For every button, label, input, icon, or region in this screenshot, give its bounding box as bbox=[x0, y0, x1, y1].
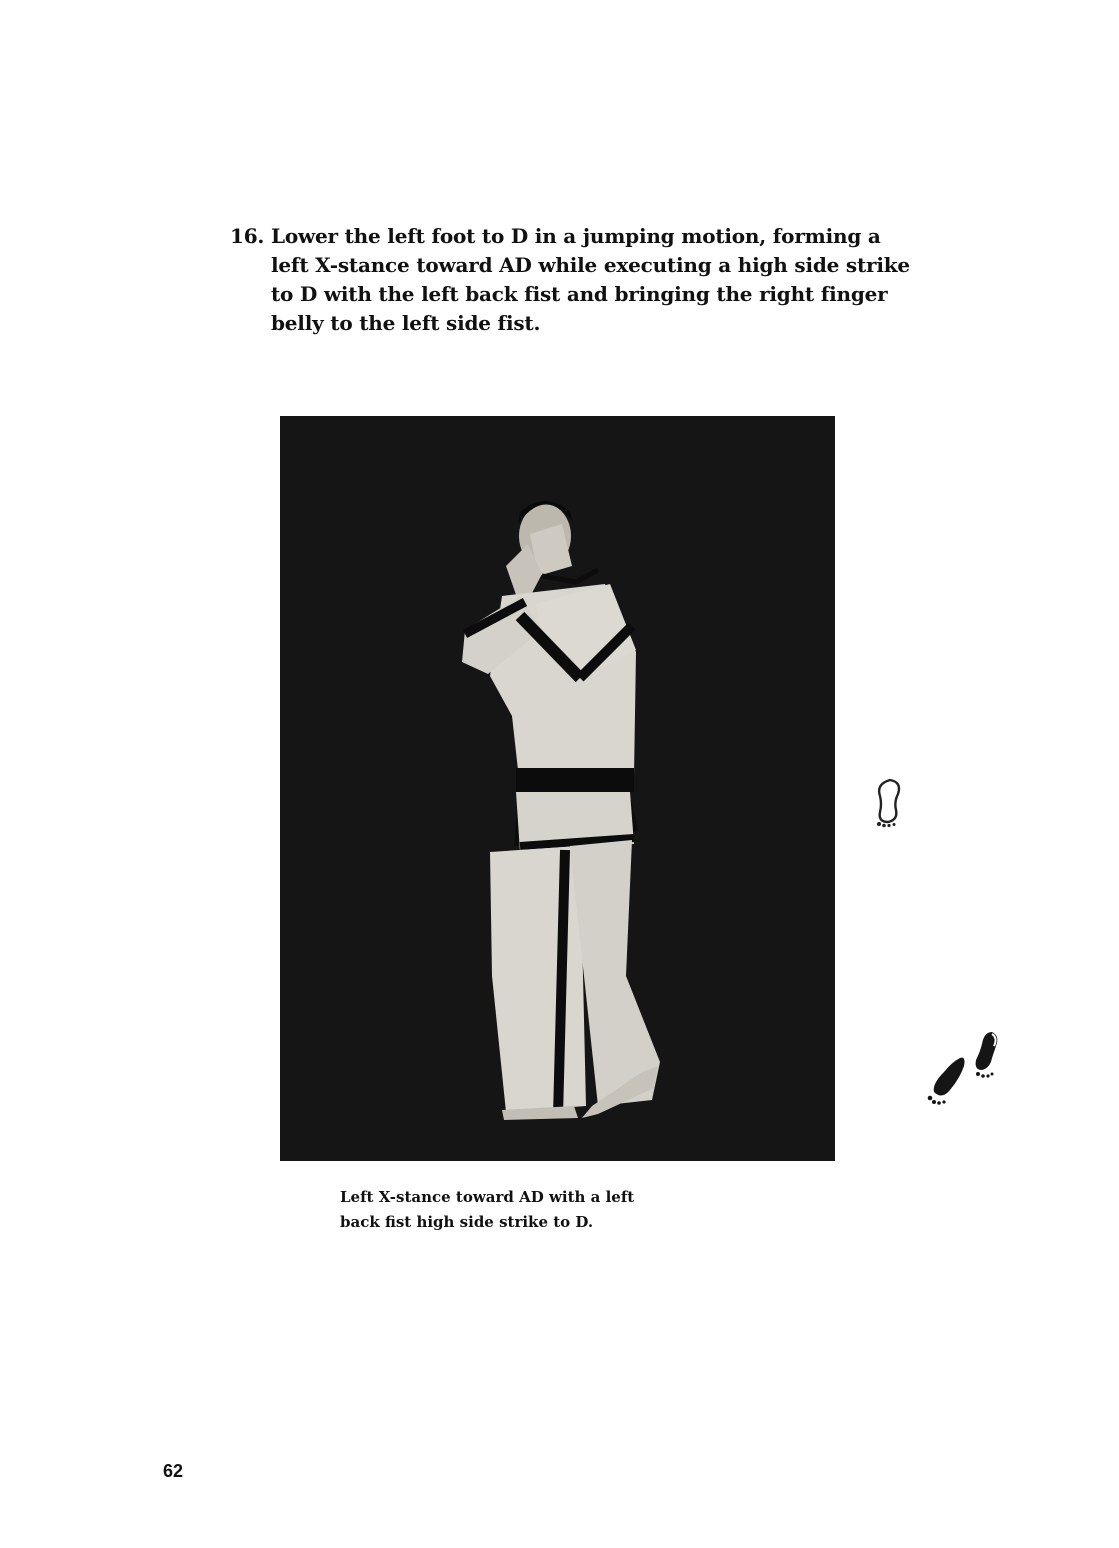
step-text-segment: Lower the left foot to bbox=[271, 224, 511, 248]
instruction-step bbox=[230, 222, 920, 338]
step-text-segment: AD bbox=[499, 253, 532, 277]
step-text-segment: X bbox=[315, 253, 330, 277]
step-text-segment: -stance toward bbox=[329, 253, 500, 277]
x-stance-photo bbox=[280, 416, 835, 1161]
step-text bbox=[271, 222, 920, 338]
caption-line: Left X-stance toward AD with a left bbox=[340, 1188, 635, 1206]
photo-caption bbox=[340, 1185, 740, 1235]
step-text-segment: in a jumping motion, forming a left bbox=[271, 224, 881, 277]
martial-artist-figure bbox=[280, 416, 835, 1161]
footprints-x-stance-icon bbox=[920, 1028, 1010, 1112]
step-text-segment: D bbox=[510, 224, 529, 248]
step-text-segment: D bbox=[299, 282, 318, 306]
step-text-segment: with the left back fist and bringing the right finger belly to the left side fist. bbox=[271, 282, 888, 335]
caption-line: back fist high side strike to D. bbox=[340, 1213, 594, 1231]
step-number: 16. bbox=[230, 224, 265, 248]
footprint-outline-icon bbox=[868, 776, 908, 832]
page-number: 62 bbox=[163, 1461, 184, 1481]
step-text-segment: while executing a high side strike to bbox=[271, 253, 910, 306]
